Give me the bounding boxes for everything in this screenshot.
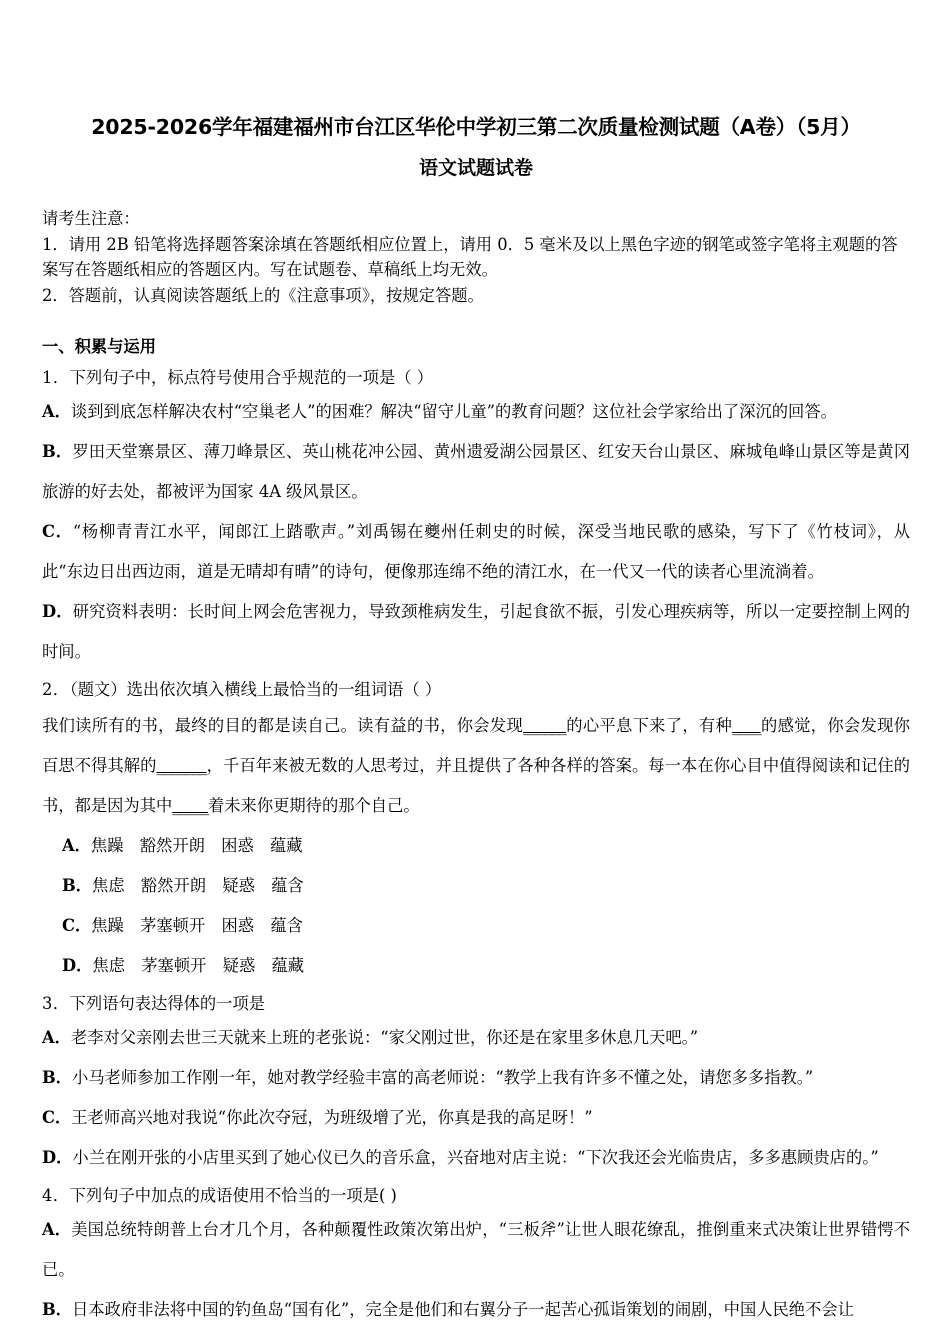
question-2-option-b[interactable] xyxy=(42,866,910,906)
page-title: 2025-2026学年福建福州市台江区华伦中学初三第二次质量检测试题（A卷）（5月） xyxy=(91,115,861,139)
question-3-stem xyxy=(42,990,910,1018)
question-1-number: 1． xyxy=(42,368,70,387)
passage-part-4: ，千百年来被无数的人思考过，并且提供了各种各样的答案。每一本在你心目中值得阅读和记住的书，都是因为其中 xyxy=(42,756,910,815)
option-label: C． xyxy=(42,522,73,541)
passage-part-2: 的心平息下来了，有种 xyxy=(565,716,733,735)
question-2-option-a[interactable] xyxy=(42,826,910,866)
option-label: A． xyxy=(62,836,91,855)
option-label: D． xyxy=(42,1148,73,1167)
question-4 xyxy=(42,1182,910,1330)
option-text: 老李对父亲刚去世三天就来上班的老张说：“家父刚过世，你还是在家里多休息几天吧。” xyxy=(70,1028,699,1047)
passage-blank-3: _______ xyxy=(156,756,207,775)
question-1-stem xyxy=(42,364,910,392)
option-label: A． xyxy=(42,1220,72,1239)
question-3-option-a[interactable] xyxy=(42,1018,910,1058)
question-4-option-b[interactable] xyxy=(42,1290,910,1330)
question-2-passage xyxy=(42,706,910,826)
option-label: D． xyxy=(62,956,93,975)
passage-part-1: 我们读所有的书，最终的目的都是读自己。读有益的书，你会发现 xyxy=(42,716,524,735)
option-label: B． xyxy=(42,442,73,461)
option-label: B． xyxy=(42,1300,73,1319)
option-text: 美国总统特朗普上台才几个月，各种颠覆性政策次第出炉，“三板斧”让世人眼花缭乱，推倒重来式决策让世界错愕不已。 xyxy=(42,1220,910,1279)
option-text: 焦虑 茅塞顿开 疑惑 蕴藏 xyxy=(92,956,305,975)
page-subtitle: 语文试题试卷 xyxy=(418,157,533,179)
passage-blank-1: ______ xyxy=(523,716,566,735)
question-2-option-d[interactable] xyxy=(42,946,910,986)
question-4-number: 4． xyxy=(42,1186,70,1205)
question-4-text: 下列句子中加点的成语使用不恰当的一项是( ) xyxy=(69,1186,397,1205)
question-3 xyxy=(42,990,910,1178)
option-text: 焦虑 豁然开朗 疑惑 蕴含 xyxy=(92,876,304,895)
question-2-stem xyxy=(42,676,910,704)
option-text: 焦躁 豁然开朗 困惑 蕴藏 xyxy=(90,836,303,855)
question-1-option-a[interactable] xyxy=(42,392,910,432)
option-text: 小兰在刚开张的小店里买到了她心仪已久的音乐盒，兴奋地对店主说：“下次我还会光临贵店，多多惠顾贵店的。” xyxy=(72,1148,879,1167)
option-label: B． xyxy=(42,1068,73,1087)
question-3-option-c[interactable] xyxy=(42,1098,910,1138)
section-heading-accumulation: 一、积累与运用 xyxy=(42,337,156,356)
option-text: 王老师高兴地对我说“你此次夺冠，为班级增了光，你真是我的高足呀！” xyxy=(71,1108,593,1127)
option-label: C． xyxy=(42,1108,72,1127)
question-1-text: 下列句子中，标点符号使用合乎规范的一项是（ ） xyxy=(69,368,434,387)
question-1-option-b[interactable] xyxy=(42,432,910,512)
notice-item-1: 1．请用 2B 铅笔将选择题答案涂填在答题纸相应位置上，请用 0．5 毫米及以上黑色字迹的钢笔或签字笔将主观题的答案写在答题纸相应的答题区内。写在试题卷、草稿纸上均无效。 xyxy=(42,234,898,279)
question-1 xyxy=(42,364,910,672)
question-3-text: 下列语句表达得体的一项是 xyxy=(69,994,266,1013)
question-3-number: 3． xyxy=(42,994,70,1013)
passage-part-3: 的感觉，你会发现你百思不得其解的 xyxy=(42,716,910,775)
option-text: 研究资料表明：长时间上网会危害视力，导致颈椎病发生，引起食欲不振，引发心理疾病等，所以一定要控制上网的时间。 xyxy=(42,602,910,661)
question-4-stem xyxy=(42,1182,910,1210)
passage-part-5: 着未来你更期待的那个自己。 xyxy=(207,796,420,815)
question-2-option-c[interactable] xyxy=(42,906,910,946)
question-2 xyxy=(42,676,910,986)
question-4-option-a[interactable] xyxy=(42,1210,910,1290)
passage-blank-4: _____ xyxy=(172,796,208,815)
option-label: A． xyxy=(42,1028,71,1047)
question-1-option-d[interactable] xyxy=(42,592,910,672)
option-text: 日本政府非法将中国的钓鱼岛“国有化”，完全是他们和右翼分子一起苦心孤诣策划的闹剧，中国人民绝不会让 xyxy=(72,1300,854,1319)
option-text: 罗田天堂寨景区、薄刀峰景区、英山桃花冲公园、黄州遗爱湖公园景区、红安天台山景区、麻城龟峰山景区等是黄冈旅游的好去处，都被评为国家 4A 级风景区。 xyxy=(42,442,910,501)
option-label: C． xyxy=(62,916,92,935)
option-label: B． xyxy=(62,876,93,895)
question-1-option-c[interactable] xyxy=(42,512,910,592)
option-text: “杨柳青青江水平，闻郎江上踏歌声。”刘禹锡在夔州任刺史的时候，深受当地民歌的感染，写下了《竹枝词》，从此“东边日出西边雨，道是无晴却有晴”的诗句，便像那连绵不绝的清江水，在一代又一代的读者心里流淌着。 xyxy=(42,522,910,581)
question-3-option-b[interactable] xyxy=(42,1058,910,1098)
question-2-text: （题文）选出依次填入横线上最恰当的一组词语（ ） xyxy=(69,680,442,699)
question-2-number: 2． xyxy=(42,680,70,699)
option-text: 小马老师参加工作刚一年，她对教学经验丰富的高老师说：“教学上我有许多不懂之处，请您多多指教。” xyxy=(72,1068,814,1087)
option-label: D． xyxy=(42,602,73,621)
notice-heading: 请考生注意： xyxy=(42,209,140,228)
passage-blank-2: ____ xyxy=(732,716,761,735)
question-3-option-d[interactable] xyxy=(42,1138,910,1178)
option-text: 谈到到底怎样解决农村“空巢老人”的困难？解决“留守儿童”的教育问题？这位社会学家给出了深沉的回答。 xyxy=(70,402,837,421)
option-label: A． xyxy=(42,402,71,421)
notice-item-2: 2．答题前，认真阅读答题纸上的《注意事项》，按规定答题。 xyxy=(42,285,484,305)
option-text: 焦躁 茅塞顿开 困惑 蕴含 xyxy=(91,916,303,935)
candidate-notice xyxy=(42,206,910,308)
